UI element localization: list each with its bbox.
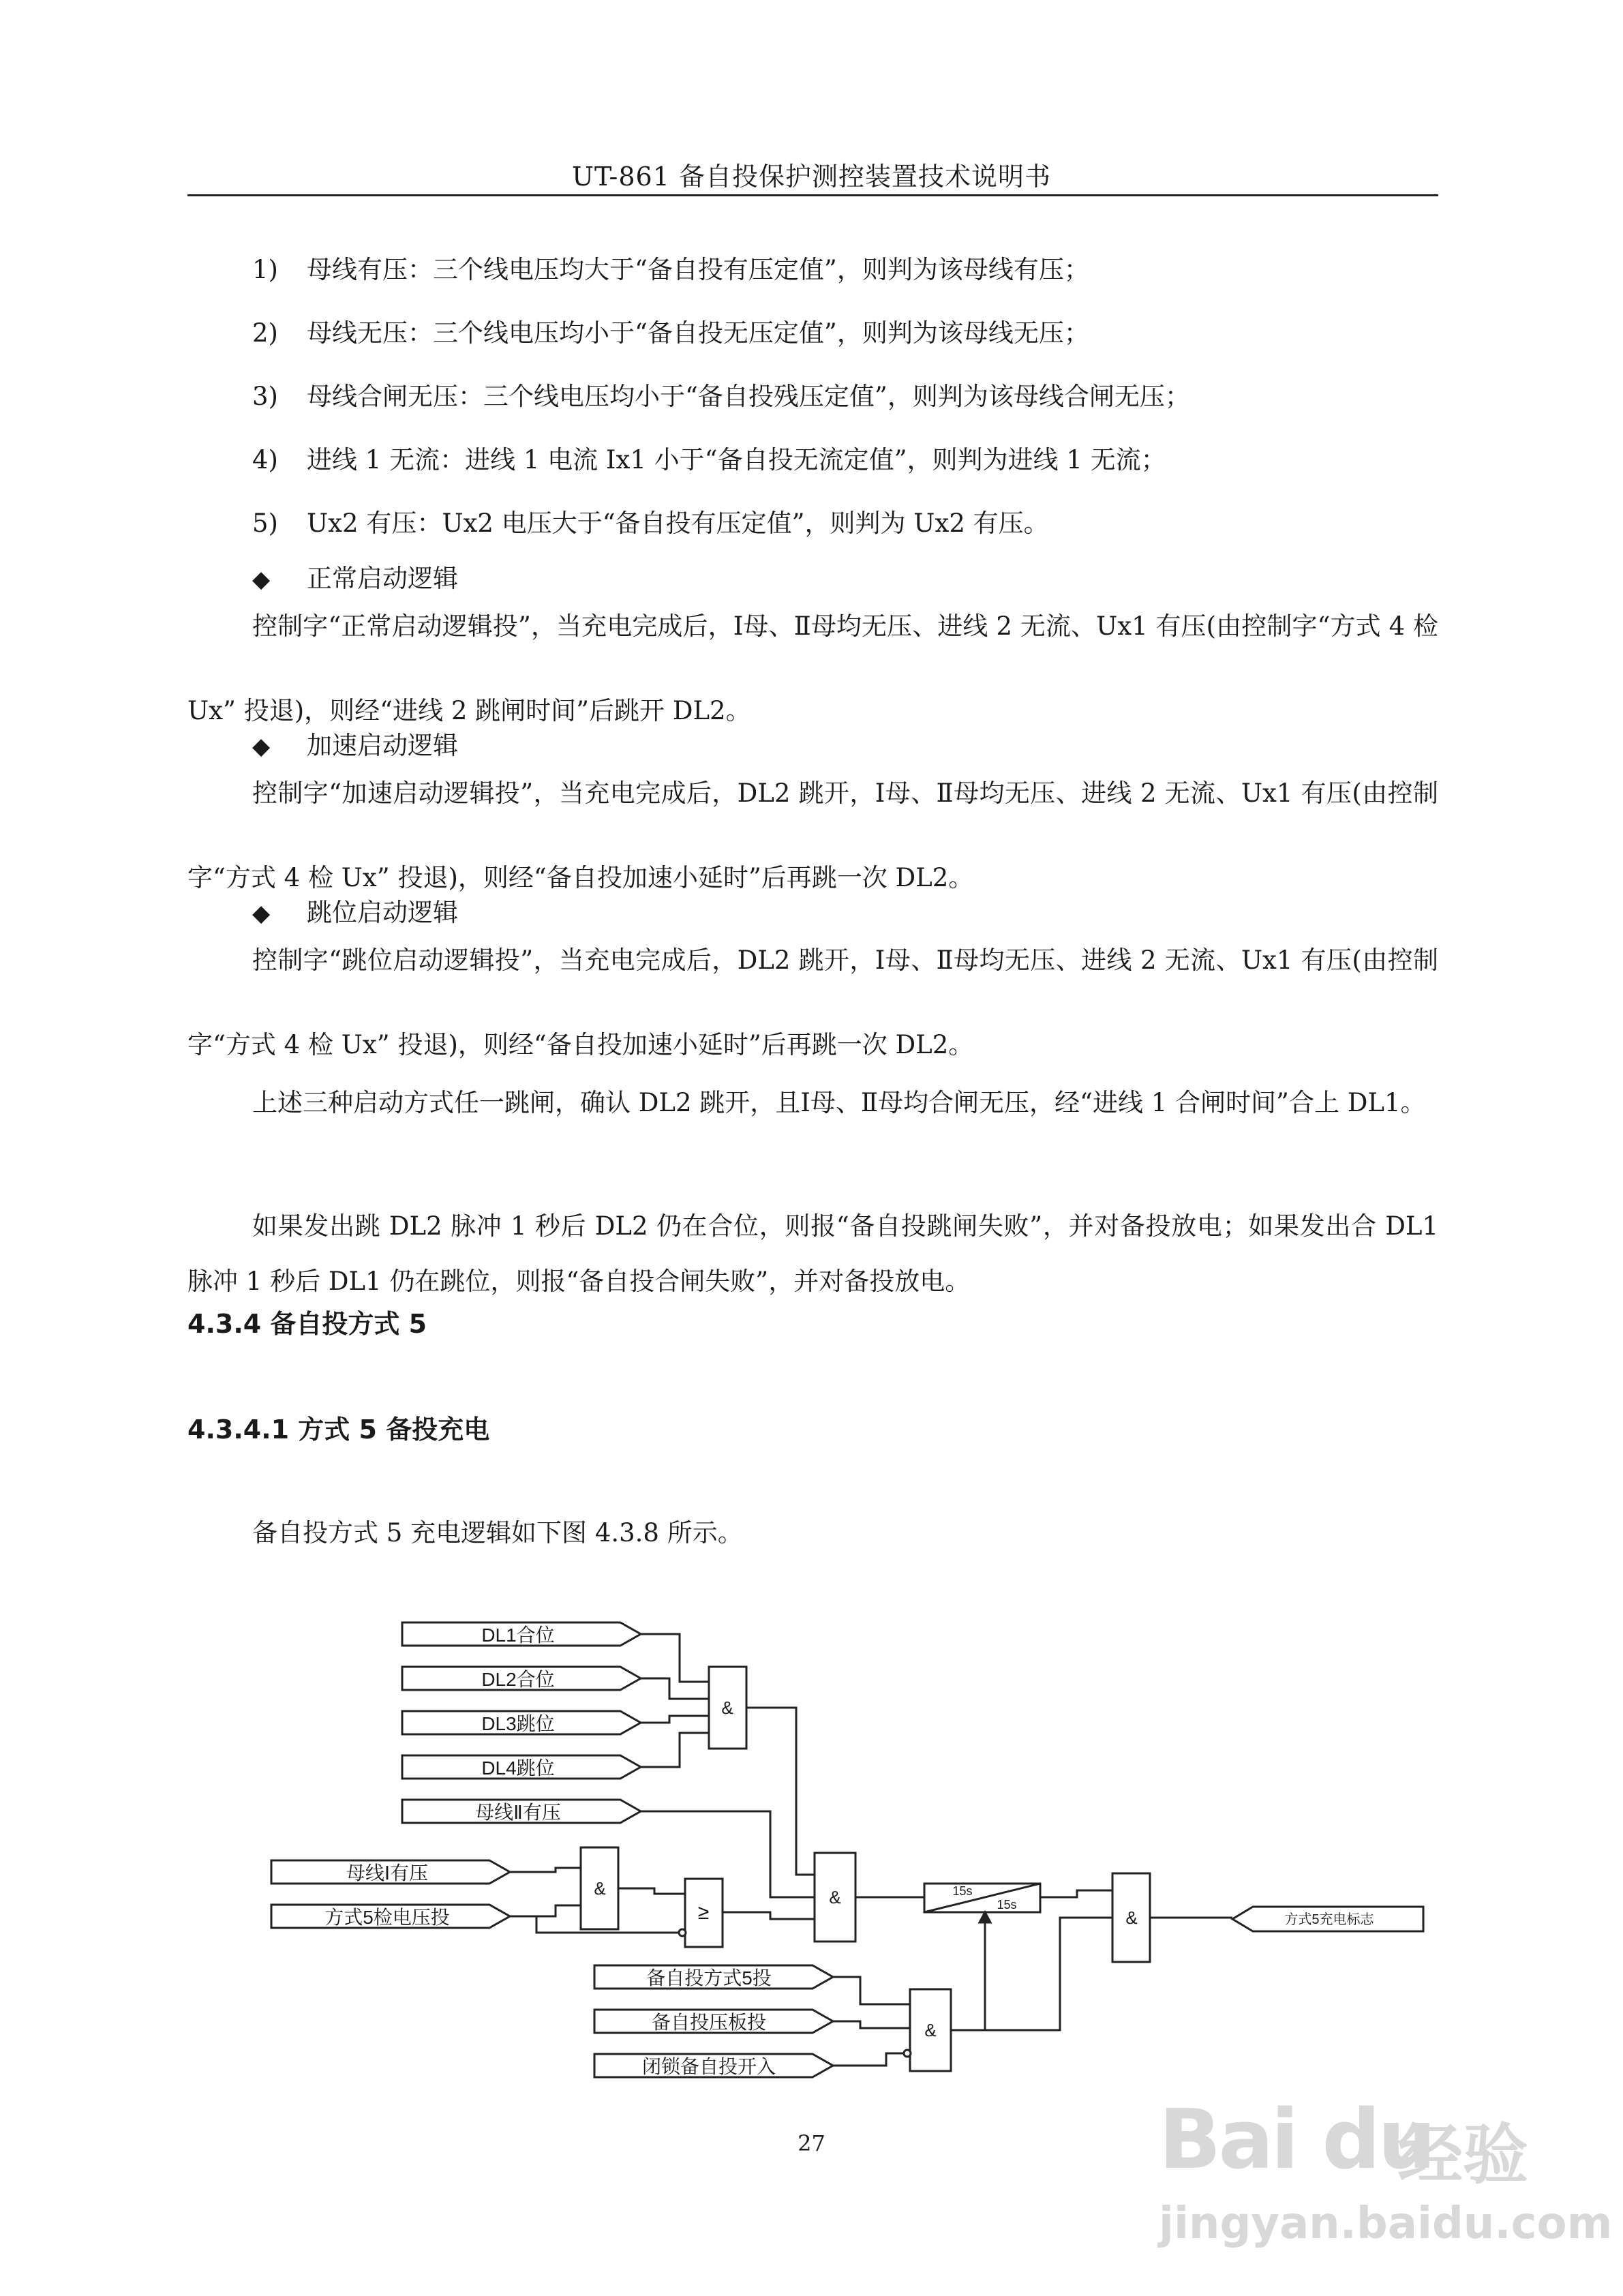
section-normal-text: 控制字“正常启动逻辑投”，当充电完成后，Ⅰ母、Ⅱ母均无压、进线 2 无流、Ux1 有压(由控制字“方式 4 检 Ux” 投退)，则经“进线 2 跳闸时间”后跳开 DL2。 — [187, 611, 1438, 725]
wire-dl3 — [641, 1716, 709, 1723]
input-mode5chk-label: 方式5检电压投 — [324, 1907, 450, 1928]
heading-4-3-4: 4.3.4 备自投方式 5 — [187, 1309, 427, 1339]
wire-dl1 — [641, 1634, 709, 1682]
output-label: 方式5充电标志 — [1284, 1912, 1374, 1927]
timer-off-delay: 15s — [997, 1898, 1017, 1912]
watermark-cn: 经验 — [1397, 2117, 1528, 2193]
page-number: 27 — [798, 2130, 825, 2156]
wire-or-out — [723, 1912, 815, 1919]
input-plate-label: 备自投压板投 — [651, 2012, 767, 2033]
wire-bus2 — [641, 1811, 815, 1897]
input-dl2-label: DL2合位 — [481, 1669, 555, 1690]
timer-reset-arrow — [980, 1912, 990, 1922]
page-header: UT-861 备自投保护测控装置技术说明书 — [572, 162, 1051, 192]
section-title: 加速启动逻辑 — [307, 731, 458, 760]
heading-4-3-4-1: 4.3.4.1 方式 5 备投充电 — [187, 1415, 490, 1445]
and-gate-1-symbol: & — [721, 1697, 733, 1718]
wire-and4-out-2 — [985, 1918, 1112, 2030]
and-gate-out-symbol: & — [1125, 1907, 1138, 1928]
input-dl3-label: DL3跳位 — [481, 1713, 555, 1734]
wire-dl4 — [641, 1733, 709, 1767]
close-paragraph: 上述三种启动方式任一跳闸，确认 DL2 跳开，且Ⅰ母、Ⅱ母均合闸无压，经“进线 1 合闸时间”合上 DL1。 — [252, 1088, 1426, 1117]
wire-and2-out — [618, 1888, 685, 1894]
and-gate-2-symbol: & — [594, 1878, 606, 1899]
diamond-bullet-icon: ◆ — [252, 566, 271, 593]
section-trip-text: 控制字“跳位启动逻辑投”，当充电完成后，DL2 跳开，Ⅰ母、Ⅱ母均无压、进线 2 无流、Ux1 有压(由控制字“方式 4 检 Ux” 投退)，则经“备自投加速小延时”后再跳一次 DL2。 — [187, 946, 1438, 1059]
figure-intro: 备自投方式 5 充电逻辑如下图 4.3.8 所示。 — [252, 1518, 743, 1547]
condition-text: 母线合闸无压：三个线电压均小于“备自投残压定值”，则判为该母线合闸无压； — [307, 382, 1190, 411]
wire-mode5chk-and2 — [510, 1905, 581, 1916]
section-title: 正常启动逻辑 — [307, 564, 458, 593]
wire-and1-out — [746, 1708, 815, 1875]
condition-text: 母线有压：三个线电压均大于“备自投有压定值”，则判为该母线有压； — [307, 255, 1089, 284]
section-accel-text: 控制字“加速启动逻辑投”，当充电完成后，DL2 跳开，Ⅰ母、Ⅱ母均无压、进线 2 无流、Ux1 有压(由控制字“方式 4 检 Ux” 投退)，则经“备自投加速小延时”后再跳一次 DL2。 — [187, 779, 1438, 892]
condition-number: 4) — [252, 445, 278, 474]
condition-text: 母线无压：三个线电压均小于“备自投无压定值”，则判为该母线无压； — [307, 318, 1089, 348]
condition-number: 2) — [252, 318, 278, 348]
input-dl1-label: DL1合位 — [481, 1625, 555, 1646]
section-title: 跳位启动逻辑 — [307, 898, 458, 927]
condition-text: 进线 1 无流：进线 1 电流 Ix1 小于“备自投无流定值”，则判为进线 1 无流； — [307, 445, 1166, 474]
or-gate-symbol: ≥ — [697, 1901, 710, 1924]
condition-number: 1) — [252, 255, 278, 284]
wire-block — [833, 2053, 905, 2066]
input-mode5-label: 备自投方式5投 — [646, 1967, 772, 1989]
wire-plate — [833, 2021, 910, 2028]
input-block-label: 闭锁备自投开入 — [641, 2056, 776, 2077]
wire-bus1 — [510, 1868, 581, 1872]
and-gate-4-symbol: & — [924, 2020, 937, 2040]
condition-number: 5) — [252, 509, 278, 538]
inverter-bubble-and4 — [904, 2050, 911, 2057]
watermark-brand: Bai du — [1159, 2093, 1434, 2188]
condition-number: 3) — [252, 382, 278, 411]
wire-timer-out — [1040, 1890, 1112, 1897]
fail-paragraph: 如果发出跳 DL2 脉冲 1 秒后 DL2 仍在合位，则报“备自投跳闸失败”，并对备投放电；如果发出合 DL1 脉冲 1 秒后 DL1 仍在跳位，则报“备自投合闸失败”，并对备投放电。 — [187, 1211, 1438, 1296]
diamond-bullet-icon: ◆ — [252, 900, 271, 927]
timer-diagonal — [924, 1884, 1040, 1912]
input-bus1-label: 母线Ⅰ有压 — [346, 1862, 429, 1884]
inverter-bubble-or — [679, 1929, 686, 1936]
input-dl4-label: DL4跳位 — [481, 1757, 555, 1779]
and-gate-3-symbol: & — [829, 1887, 841, 1907]
wire-mode5 — [833, 1977, 910, 2004]
watermark-url: jingyan.baidu.com — [1159, 2199, 1613, 2249]
diamond-bullet-icon: ◆ — [252, 733, 271, 760]
input-bus2-label: 母线Ⅱ有压 — [475, 1802, 561, 1823]
wire-and4-out — [951, 1960, 985, 2030]
timer-on-delay: 15s — [952, 1884, 973, 1898]
condition-text: Ux2 有压：Ux2 电压大于“备自投有压定值”，则判为 Ux2 有压。 — [307, 509, 1049, 538]
